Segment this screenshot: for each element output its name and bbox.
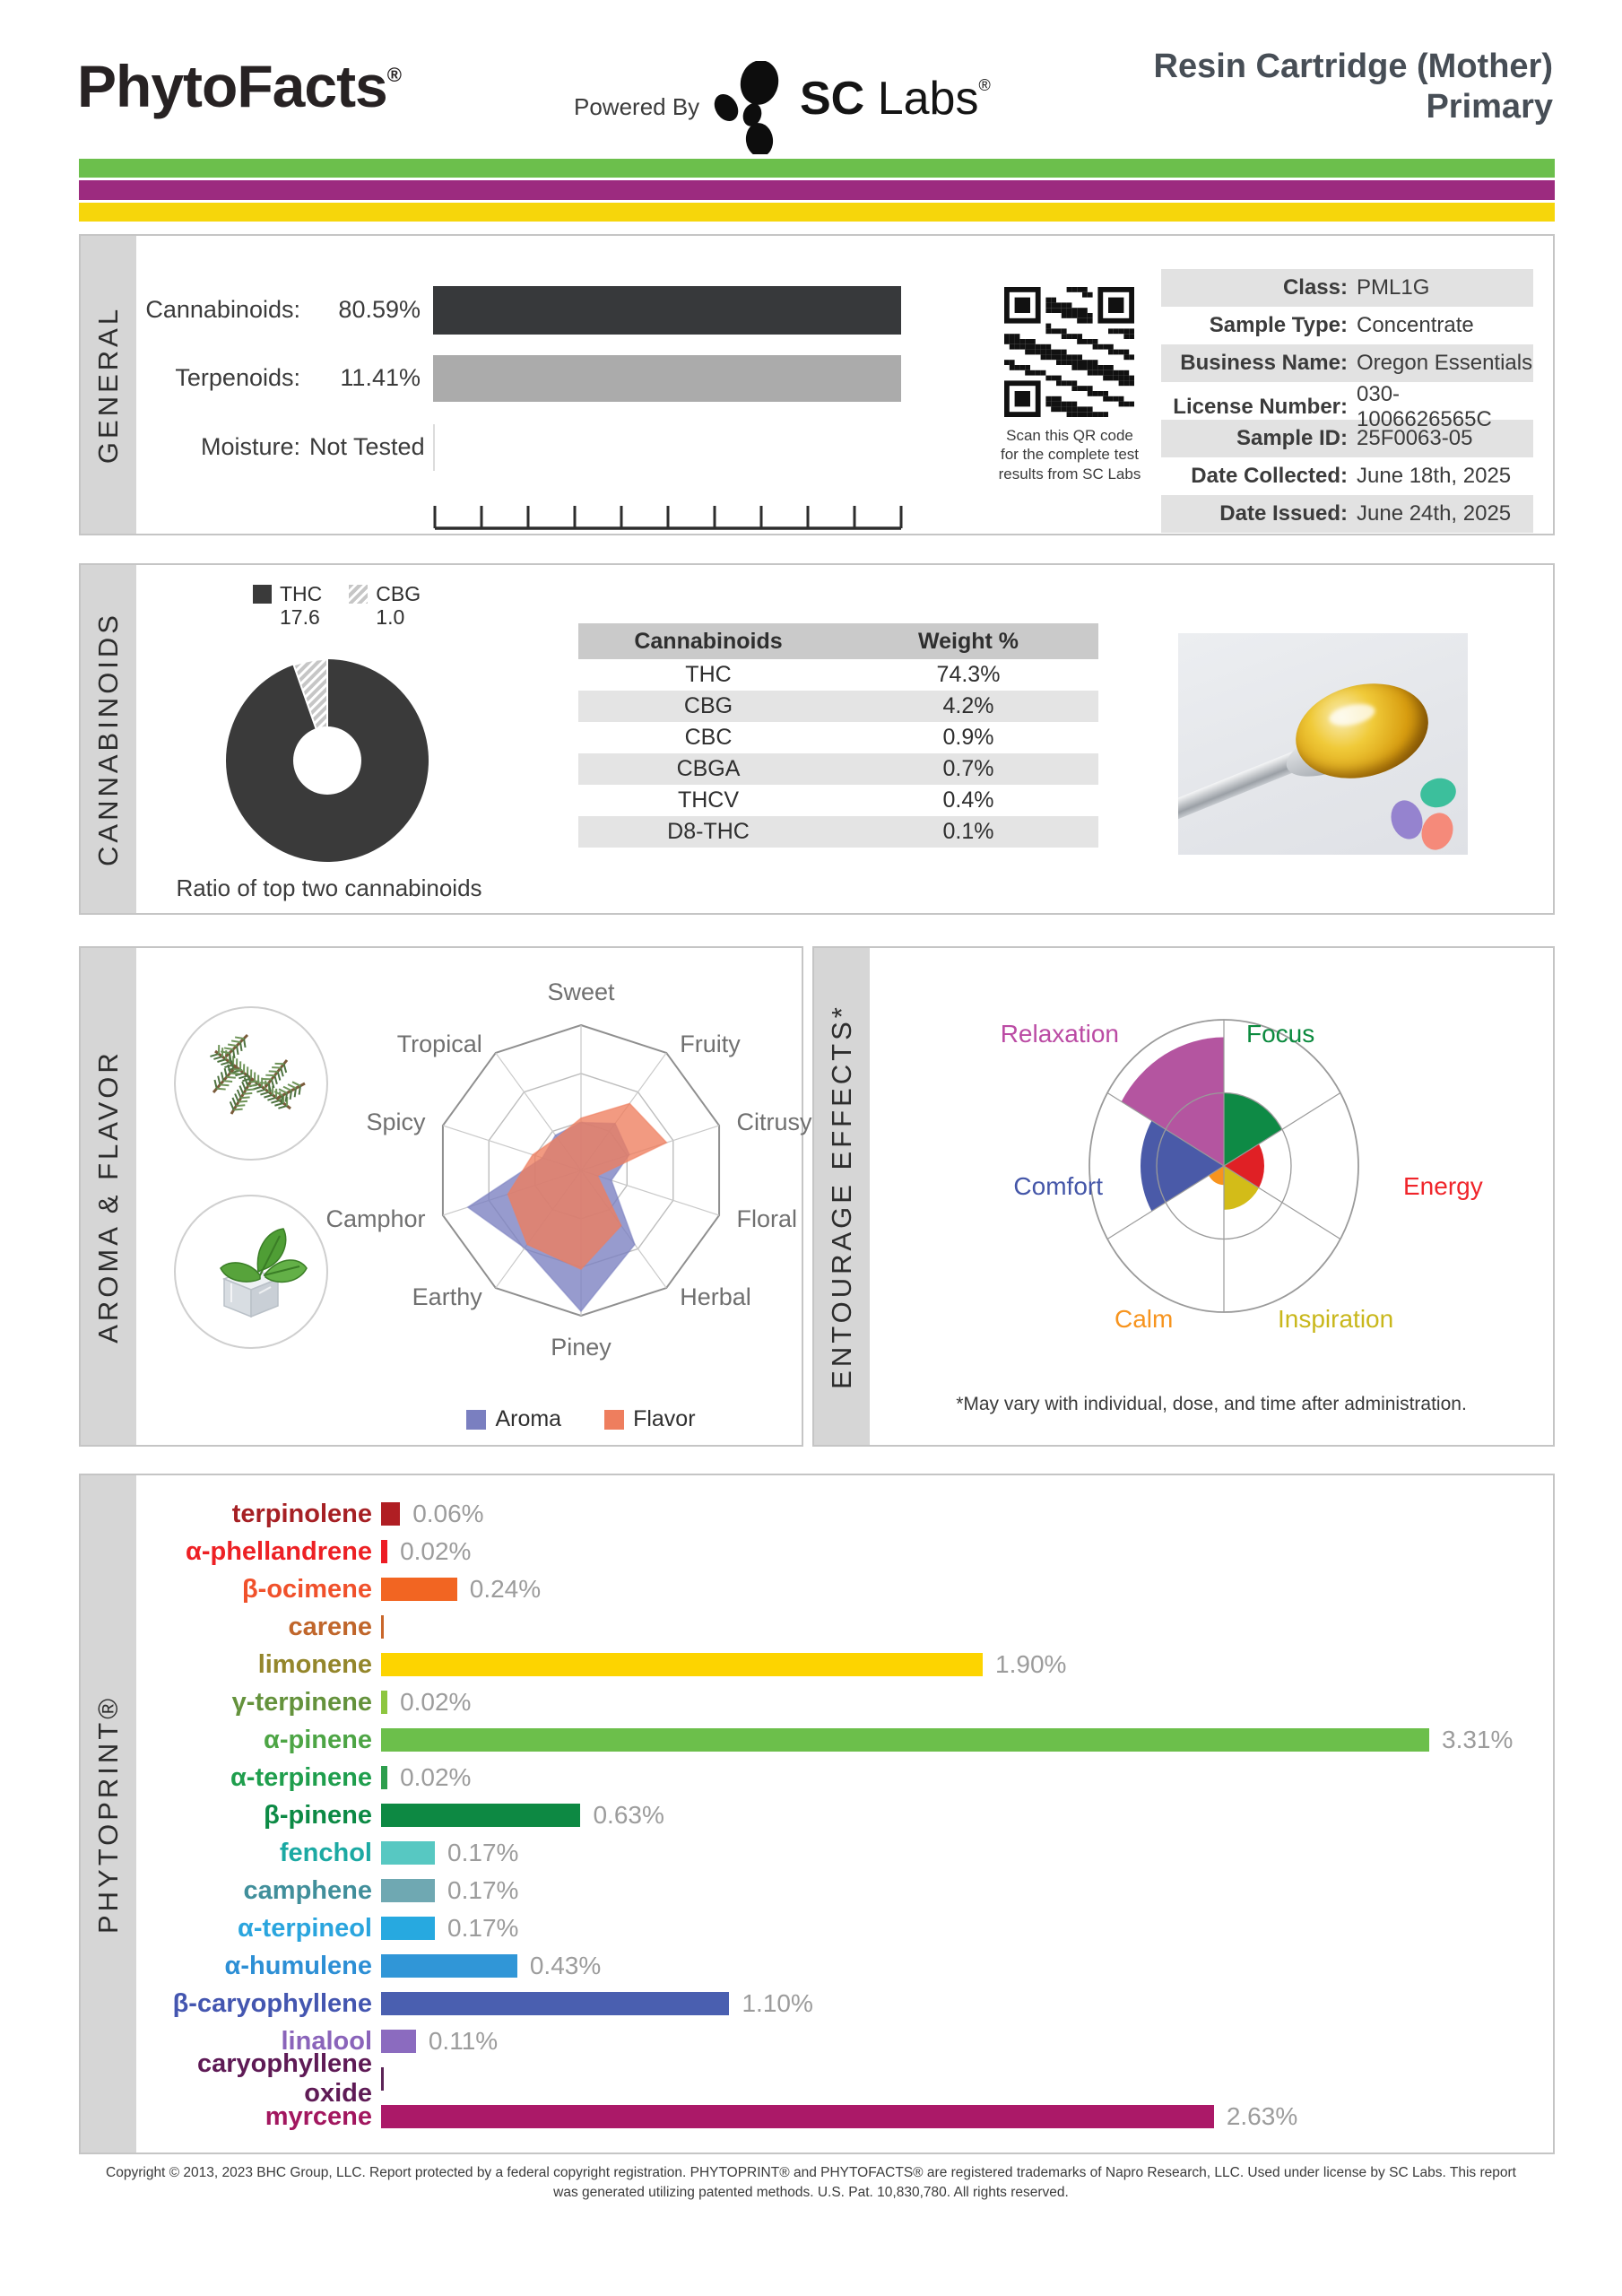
terpene-bar <box>381 1954 517 1978</box>
thc-value: 17.6 <box>280 604 320 629</box>
radar-axis-label: Earthy <box>412 1283 482 1310</box>
aroma-section-tab <box>81 948 136 1445</box>
terpene-name: myrcene <box>265 2101 372 2131</box>
legend-item-thc <box>253 583 322 630</box>
terpene-bar <box>381 2105 1214 2128</box>
cell: THC <box>685 662 732 687</box>
qr-code <box>1004 287 1134 417</box>
terpene-bar <box>381 1615 384 1639</box>
aroma-flavor-panel <box>79 946 812 1447</box>
terpene-value: 1.90% <box>995 1650 1067 1678</box>
phytoprint-panel <box>79 1474 1555 2154</box>
composition-row: Terpenoids: 11.41% <box>136 355 943 402</box>
terpene-bar <box>381 1502 400 1526</box>
cell: D8-THC <box>667 819 750 844</box>
terpene-row <box>136 2049 1553 2108</box>
sclabs-logo-icon <box>713 61 795 154</box>
terpene-row <box>136 1759 1553 1796</box>
donut-caption: Ratio of top two cannabinoids <box>176 874 482 901</box>
terpene-name: β-ocimene <box>241 1574 372 1604</box>
copyright-footer <box>0 2163 1622 2204</box>
cell: CBGA <box>676 756 741 781</box>
terpene-value: 0.43% <box>529 1952 602 1979</box>
radar-axis-label: Camphor <box>325 1205 426 1232</box>
phytoprint-section-label: PHYTOPRINT® <box>92 1694 124 1934</box>
general-panel <box>79 234 1555 535</box>
terpene-row <box>136 1495 1553 1533</box>
general-section-tab <box>81 236 136 534</box>
effect-label-energy: Energy <box>1403 1172 1483 1200</box>
terpene-name: camphene <box>243 1875 372 1905</box>
radar-axis-label: Fruity <box>680 1031 741 1058</box>
radar-axis-label: Floral <box>736 1205 797 1232</box>
terpene-value: 2.63% <box>1226 2102 1298 2130</box>
sclabs-labs: Labs <box>864 73 979 125</box>
cannabinoid-row <box>578 691 1098 722</box>
thc-label: THC <box>280 582 323 605</box>
cannabinoid-row <box>578 753 1098 785</box>
terpene-bar <box>381 1841 435 1865</box>
cannabinoids-body <box>136 565 1553 913</box>
terpene-row <box>136 1909 1553 1947</box>
terpene-name: α-phellandrene <box>186 1536 372 1566</box>
info-value: June 24th, 2025 <box>1357 501 1512 526</box>
terpene-name: limonene <box>257 1649 372 1679</box>
logo-dot-coral <box>1417 808 1458 854</box>
info-value: 25F0063-05 <box>1357 426 1473 450</box>
aroma-label: Aroma <box>495 1406 562 1431</box>
terpene-row <box>136 1608 1553 1646</box>
flavor-swatch <box>604 1410 624 1430</box>
terpene-value: 0.63% <box>593 1801 664 1829</box>
cannabinoids-section-tab <box>81 565 136 913</box>
info-label: License Number: <box>1173 395 1348 419</box>
terpene-row <box>136 1985 1553 2022</box>
terpene-bar <box>381 1728 1429 1752</box>
powered-by-label: Powered By <box>574 93 700 120</box>
cannabinoid-row <box>578 659 1098 691</box>
terpene-value: 0.11% <box>428 2027 499 2055</box>
composition-bar <box>433 286 901 335</box>
terpene-row <box>136 1721 1553 1759</box>
terpene-value: 0.02% <box>400 1763 472 1791</box>
terpene-bar <box>381 1766 387 1789</box>
info-label: Date Issued: <box>1219 501 1348 526</box>
phytofacts-logo <box>77 52 401 120</box>
info-label: Date Collected: <box>1191 464 1348 488</box>
terpene-name: linalool <box>281 2026 372 2056</box>
cannabinoid-row <box>578 722 1098 753</box>
info-row <box>1161 457 1533 495</box>
terpene-bar-chart <box>136 1495 1553 2135</box>
flavor-label: Flavor <box>633 1406 696 1431</box>
terpene-name: β-caryophyllene <box>172 1988 372 2018</box>
composition-row: Moisture: Not Tested <box>200 433 425 460</box>
effect-label-calm: Calm <box>1115 1305 1174 1333</box>
radar-axis-label: Sweet <box>547 978 615 1005</box>
terpene-name: caryophyllene oxide <box>196 2049 372 2108</box>
radar-axis-label: Citrusy <box>736 1109 812 1136</box>
product-photo <box>1178 633 1468 855</box>
registered-mark: ® <box>978 76 991 94</box>
terpene-name: α-pinene <box>264 1725 372 1754</box>
header-cell: Weight % <box>917 628 1019 654</box>
cell: 74.3% <box>936 662 1001 687</box>
info-label: Class: <box>1282 275 1348 300</box>
terpene-value: 0.24% <box>469 1575 542 1603</box>
terpene-bar <box>381 1653 983 1676</box>
aroma-swatch <box>466 1410 486 1430</box>
cannabinoids-section-label: CANNABINOIDS <box>92 612 124 866</box>
info-row <box>1161 420 1533 457</box>
sclabs-sc: SC <box>800 73 865 125</box>
terpene-row <box>136 2098 1553 2135</box>
cannabinoids-table-header <box>578 623 1098 659</box>
terpene-bar <box>381 2030 416 2053</box>
entourage-panel <box>812 946 1555 1447</box>
terpene-bar <box>381 1540 387 1563</box>
effect-label-comfort: Comfort <box>1013 1172 1103 1200</box>
info-row <box>1161 382 1533 431</box>
cannabinoids-panel <box>79 563 1555 915</box>
terpene-name: γ-terpinene <box>231 1687 372 1717</box>
info-label: Sample Type: <box>1209 313 1348 337</box>
effect-label-focus: Focus <box>1246 1020 1315 1048</box>
terpene-name: β-pinene <box>264 1800 372 1830</box>
terpene-name: fenchol <box>279 1838 372 1867</box>
info-value: PML1G <box>1357 275 1430 300</box>
effect-label-inspiration: Inspiration <box>1278 1305 1394 1333</box>
terpene-bar <box>381 1992 729 2015</box>
radar-axis-label: Piney <box>551 1334 612 1361</box>
donut-legend <box>253 583 421 630</box>
report-title <box>897 47 1553 127</box>
aroma-body <box>136 948 812 1445</box>
cannabinoid-ratio-donut-chart <box>221 655 433 866</box>
entourage-disclaimer: *May vary with individual, dose, and time after administration. <box>956 1394 1467 1414</box>
general-body <box>136 236 1553 534</box>
cbg-value: 1.0 <box>376 604 405 629</box>
composition-bar <box>433 355 901 402</box>
terpene-name: α-terpinene <box>230 1762 372 1792</box>
aroma-section-label: AROMA & FLAVOR <box>92 1049 124 1344</box>
terpene-row <box>136 1646 1553 1683</box>
cbg-swatch <box>349 585 368 604</box>
entourage-section-tab <box>814 948 870 1445</box>
info-value: June 18th, 2025 <box>1357 464 1512 488</box>
legend-item-flavor <box>604 1406 695 1432</box>
copyright-line1: Copyright © 2013, 2023 BHC Group, LLC. Report protected by a federal copyright registration. PHYTOPRINT® and PHYTOFACTS® are registered trademarks of Napro Research, LLC. Used under license by SC Labs. This report <box>106 2165 1516 2180</box>
phytoprint-body <box>136 1475 1553 2152</box>
effect-label-relaxation: Relaxation <box>1000 1020 1119 1048</box>
copyright-line2: was generated utilizing patented methods. U.S. Pat. 10,830,780. All rights reserved. <box>553 2185 1069 2201</box>
entourage-section-label: ENTOURAGE EFFECTS* <box>826 1004 857 1389</box>
header-stripe-purple <box>79 180 1555 200</box>
terpene-name: α-humulene <box>224 1951 372 1980</box>
terpene-row <box>136 1872 1553 1909</box>
terpene-bar <box>381 1917 435 1940</box>
cell: 0.4% <box>942 787 994 813</box>
scale-ruler <box>433 499 903 531</box>
report-title-line2: Primary <box>1426 87 1553 126</box>
header-stripe-green <box>79 159 1555 178</box>
cell: CBC <box>684 725 733 750</box>
aroma-flavor-radar-chart <box>136 964 812 1393</box>
cell: 0.9% <box>942 725 994 750</box>
terpene-row <box>136 1947 1553 1985</box>
terpene-row <box>136 1796 1553 1834</box>
info-row <box>1161 495 1533 533</box>
terpene-value: 0.17% <box>447 1839 519 1866</box>
terpene-row <box>136 1834 1553 1872</box>
axis-origin-tick <box>433 424 435 471</box>
terpene-name: α-terpineol <box>238 1913 372 1943</box>
cannabinoids-table <box>578 623 1098 848</box>
terpene-value: 0.02% <box>400 1537 472 1565</box>
info-label: Business Name: <box>1180 351 1348 375</box>
terpene-bar <box>381 1578 457 1601</box>
terpene-row <box>136 1533 1553 1570</box>
radar-axis-label: Spicy <box>366 1109 426 1136</box>
cell: THCV <box>677 787 740 813</box>
sample-info-table <box>1161 269 1533 533</box>
terpene-value: 0.17% <box>447 1914 519 1942</box>
cell: CBG <box>683 693 733 718</box>
terpene-name: carene <box>288 1612 372 1641</box>
legend-item-cbg <box>349 583 421 630</box>
terpene-bar <box>381 1879 435 1902</box>
cell: 0.7% <box>942 756 994 781</box>
info-label: Sample ID: <box>1236 426 1348 450</box>
cell: 4.2% <box>942 693 994 718</box>
legend-item-aroma <box>466 1406 561 1432</box>
terpene-row <box>136 1683 1553 1721</box>
qr-caption: Scan this QR code for the complete test results from SC Labs <box>998 427 1141 483</box>
cell: 0.1% <box>942 819 994 844</box>
info-row <box>1161 307 1533 344</box>
thc-swatch <box>253 585 272 604</box>
radar-legend <box>330 1406 832 1432</box>
entourage-body <box>870 948 1553 1445</box>
terpene-value: 1.10% <box>742 1989 813 2017</box>
report-title-line1: Resin Cartridge (Mother) <box>1153 48 1553 85</box>
info-row <box>1161 269 1533 307</box>
cannabinoid-row <box>578 785 1098 816</box>
terpene-bar <box>381 1691 387 1714</box>
info-row <box>1161 344 1533 382</box>
composition-row: Cannabinoids: 80.59% <box>136 286 943 335</box>
header-stripe-yellow <box>79 203 1555 222</box>
terpene-value: 0.06% <box>412 1500 484 1527</box>
terpene-bar <box>381 1804 580 1827</box>
terpene-bar <box>381 2067 384 2091</box>
info-value: Concentrate <box>1357 313 1474 337</box>
logo-dot-teal <box>1418 775 1460 812</box>
phytoprint-section-tab <box>81 1475 136 2152</box>
terpene-value: 3.31% <box>1442 1726 1514 1753</box>
radar-axis-label: Tropical <box>396 1031 482 1058</box>
header-cell: Cannabinoids <box>634 628 783 654</box>
general-section-label: GENERAL <box>92 305 124 465</box>
info-value: 030-1006626565C <box>1357 382 1492 431</box>
registered-mark: ® <box>386 64 401 86</box>
cannabinoid-row <box>578 816 1098 848</box>
terpene-value: 0.17% <box>447 1876 519 1904</box>
brand-text: PhytoFacts <box>77 53 387 119</box>
terpene-row <box>136 1570 1553 1608</box>
terpene-value: 0.02% <box>400 1688 472 1716</box>
radar-axis-label: Herbal <box>680 1283 751 1310</box>
terpene-name: terpinolene <box>231 1499 372 1528</box>
info-value: Oregon Essentials <box>1357 351 1533 375</box>
cbg-label: CBG <box>376 582 421 605</box>
